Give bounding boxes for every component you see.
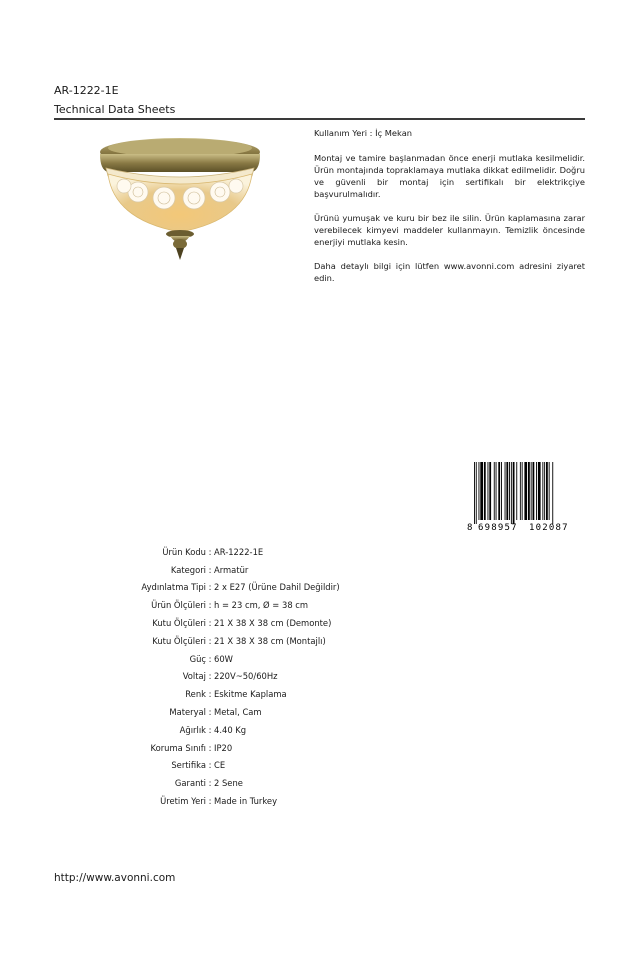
spec-row — [40, 614, 400, 632]
spec-label: Güç — [189, 653, 206, 664]
barcode-bar — [520, 462, 521, 520]
product-info — [314, 127, 585, 296]
barcode-bar — [546, 462, 548, 520]
spec-value: 220V~50/60Hz — [214, 671, 278, 682]
spec-value: 60W — [214, 653, 233, 664]
barcode-digits-left: 698957 — [478, 523, 518, 532]
spec-row — [40, 792, 400, 810]
spec-row — [40, 596, 400, 614]
spec-table — [40, 543, 400, 810]
spec-label: Aydınlatma Tipi — [141, 582, 206, 593]
spec-label: Renk — [185, 689, 206, 700]
barcode-bar — [524, 462, 527, 520]
spec-label: Kutu Ölçüleri — [152, 618, 206, 629]
spec-label: Kutu Ölçüleri — [152, 635, 206, 646]
spec-row — [40, 668, 400, 686]
barcode-bar — [528, 462, 530, 520]
barcode-digit-first: 8 — [467, 523, 473, 532]
spec-separator: : — [208, 689, 212, 700]
header-divider — [54, 118, 585, 120]
spec-separator: : — [208, 671, 212, 682]
spec-row — [40, 543, 400, 561]
spec-row — [40, 632, 400, 650]
spec-row — [40, 757, 400, 775]
spec-separator: : — [208, 796, 212, 807]
info-paragraph: Ürünü yumuşak ve kuru bir bez ile silin. Ürün kaplamasına zarar verebilecek kimyevi maddeler kullanmayın. Temizlik öncesinde enerjiyi mutlaka kesin. — [314, 213, 585, 247]
spec-label: Ürün Ölçüleri — [151, 600, 206, 611]
barcode-bar — [522, 462, 523, 520]
barcode-bar — [488, 462, 489, 520]
spec-row — [40, 774, 400, 792]
spec-separator: : — [208, 564, 212, 575]
spec-row — [40, 703, 400, 721]
ceiling-lamp-icon — [94, 128, 266, 264]
barcode-bar — [509, 462, 510, 520]
barcode-bar — [505, 462, 506, 520]
spec-separator: : — [208, 546, 212, 557]
barcode-bar — [542, 462, 543, 520]
spec-separator: : — [208, 618, 212, 629]
barcode — [466, 460, 585, 532]
barcode-bar — [498, 462, 500, 520]
spec-separator: : — [208, 653, 212, 664]
spec-separator: : — [208, 582, 212, 593]
spec-label: Ürün Kodu — [162, 546, 206, 557]
spec-row — [40, 739, 400, 757]
usage-location: Kullanım Yeri : İç Mekan — [314, 128, 413, 138]
spec-separator: : — [208, 635, 212, 646]
spec-value: CE — [214, 760, 226, 771]
spec-label: Koruma Sınıfı — [150, 742, 206, 753]
spec-label: Sertifika — [171, 760, 206, 771]
barcode-digits-right: 102087 — [529, 523, 569, 532]
spec-value: Metal, Cam — [214, 707, 262, 718]
spec-separator: : — [208, 600, 212, 611]
spec-label: Kategori — [170, 564, 206, 575]
barcode-bar — [501, 462, 502, 520]
barcode-bar — [489, 462, 491, 520]
info-paragraph: Montaj ve tamire başlanmadan önce enerji mutlaka kesilmelidir. Ürün montajında topraklamaya mutlaka dikkat edilmelidir. Doğru ve güvenli bir montaj için sertifikalı bir elektrikçiye başvurulmalıdır. — [314, 153, 585, 199]
spec-separator: : — [208, 724, 212, 735]
spec-value: Eskitme Kaplama — [214, 689, 287, 700]
barcode-bar — [480, 462, 483, 520]
barcode-bar — [476, 462, 477, 524]
barcode-bar — [511, 462, 512, 524]
spec-row — [40, 650, 400, 668]
barcode-bar — [484, 462, 486, 520]
barcode-bar — [494, 462, 495, 520]
spec-label: Ağırlık — [179, 724, 206, 735]
barcode-bar — [513, 462, 515, 524]
spec-label: Materyal — [169, 707, 206, 718]
spec-row — [40, 685, 400, 703]
barcode-bar — [479, 462, 480, 520]
spec-value: Armatür — [214, 564, 249, 575]
spec-row — [40, 721, 400, 739]
spec-row — [40, 579, 400, 597]
spec-value: 21 X 38 X 38 cm (Montajlı) — [214, 635, 326, 646]
footer-url[interactable]: http://www.avonni.com — [54, 872, 176, 884]
spec-label: Voltaj — [182, 671, 206, 682]
spec-value: 21 X 38 X 38 cm (Demonte) — [214, 618, 332, 629]
info-paragraph: Daha detaylı bilgi için lütfen www.avonni.com adresini ziyaret edin. — [314, 261, 585, 283]
spec-separator: : — [208, 707, 212, 718]
barcode-bar — [536, 462, 537, 520]
barcode-bar — [506, 462, 508, 520]
barcode-bar — [531, 462, 532, 520]
page-subtitle: Technical Data Sheets — [54, 103, 176, 116]
spec-separator: : — [208, 742, 212, 753]
product-code: AR-1222-1E — [54, 84, 119, 97]
spec-row — [40, 561, 400, 579]
barcode-bar — [538, 462, 541, 520]
barcode-bar — [496, 462, 497, 520]
spec-value: 2 x E27 (Ürüne Dahil Değildir) — [214, 582, 340, 593]
barcode-bars — [474, 462, 553, 524]
spec-separator: : — [208, 778, 212, 789]
spec-value: Made in Turkey — [214, 796, 278, 807]
spec-value: IP20 — [214, 742, 233, 753]
barcode-bar — [516, 462, 517, 520]
spec-value: 4.40 Kg — [214, 724, 247, 735]
spec-label: Üretim Yeri — [160, 796, 206, 807]
barcode-bar — [544, 462, 545, 520]
spec-value: 2 Sene — [214, 778, 243, 789]
spec-separator: : — [208, 760, 212, 771]
spec-label: Garanti — [174, 778, 206, 789]
spec-value: h = 23 cm, Ø = 38 cm — [214, 600, 309, 611]
barcode-bar — [474, 462, 475, 524]
barcode-bar — [552, 462, 553, 524]
barcode-bar — [549, 462, 550, 520]
barcode-bar — [533, 462, 535, 520]
spec-value: AR-1222-1E — [214, 546, 264, 557]
